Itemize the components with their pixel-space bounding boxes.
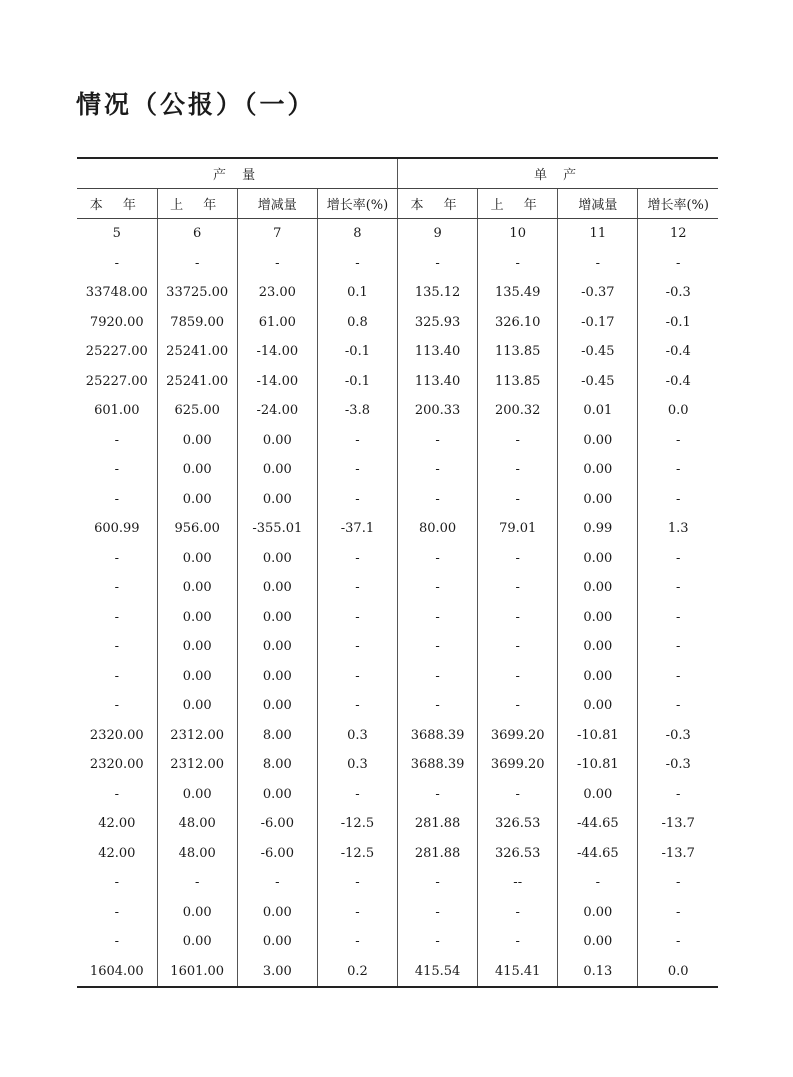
table-cell: - [638, 868, 718, 898]
table-cell: 0.00 [157, 632, 237, 662]
table-cell: 135.49 [478, 278, 558, 308]
table-cell: 0.00 [237, 455, 317, 485]
table-cell: - [478, 603, 558, 633]
table-cell: - [317, 927, 397, 957]
table-cell: 0.00 [237, 485, 317, 515]
table-row [77, 337, 718, 367]
table-cell: 0.2 [317, 957, 397, 988]
table-cell: - [114, 432, 120, 448]
table-cell: - [398, 662, 478, 692]
table-cell: 325.93 [398, 308, 478, 338]
group-header-output: 产 量 [77, 158, 398, 189]
table-cell: 601.00 [94, 403, 140, 419]
table-cell: - [317, 898, 397, 928]
column-header: 增长率(%) [317, 189, 397, 219]
table-cell: - [398, 927, 478, 957]
table-cell: 0.00 [237, 426, 317, 456]
table-row [77, 308, 718, 338]
table-row [77, 750, 718, 780]
column-number: 6 [157, 219, 237, 249]
column-header: 上 年 [157, 189, 237, 219]
table-cell: 2320.00 [89, 727, 144, 743]
table-cell: - [398, 780, 478, 810]
column-number-row [77, 219, 718, 249]
table-cell: 25227.00 [85, 373, 148, 389]
column-header: 上 年 [478, 189, 558, 219]
table-row [77, 957, 718, 988]
table-row [77, 514, 718, 544]
table-cell: 0.00 [237, 898, 317, 928]
table-cell: 0.00 [237, 573, 317, 603]
table-cell: - [638, 632, 718, 662]
table-cell: - [478, 455, 558, 485]
table-cell: 2312.00 [157, 750, 237, 780]
table-cell: 48.00 [157, 839, 237, 869]
table-cell: - [317, 249, 397, 279]
table-cell: 7920.00 [89, 314, 144, 330]
table-row [77, 367, 718, 397]
table-cell: 33748.00 [85, 285, 148, 301]
table-cell: 25227.00 [85, 344, 148, 360]
table-cell: -0.3 [638, 278, 718, 308]
table-row [77, 603, 718, 633]
table-cell: 326.53 [478, 809, 558, 839]
table-cell: - [478, 485, 558, 515]
table-cell: 0.3 [317, 721, 397, 751]
table-cell: 3688.39 [398, 721, 478, 751]
table-cell: 113.85 [478, 367, 558, 397]
table-cell: -10.81 [558, 750, 638, 780]
table-cell: - [317, 455, 397, 485]
table-cell: 113.40 [398, 367, 478, 397]
table-cell: 625.00 [157, 396, 237, 426]
table-cell: -12.5 [317, 839, 397, 869]
column-header: 本 年 [398, 189, 478, 219]
table-cell: - [114, 668, 120, 684]
table-cell: -6.00 [237, 809, 317, 839]
table-cell: 281.88 [398, 839, 478, 869]
table-row [77, 780, 718, 810]
table-cell: - [398, 544, 478, 574]
table-cell: 0.0 [638, 396, 718, 426]
table-cell: - [114, 934, 120, 950]
table-cell: - [398, 632, 478, 662]
table-cell: 0.00 [558, 691, 638, 721]
table-row [77, 691, 718, 721]
table-row [77, 249, 718, 279]
table-cell: 0.01 [558, 396, 638, 426]
table-cell: -14.00 [237, 367, 317, 397]
table-cell: - [638, 426, 718, 456]
table-cell: 0.8 [317, 308, 397, 338]
table-row [77, 898, 718, 928]
group-header-row [77, 158, 718, 189]
table-cell: 0.00 [237, 632, 317, 662]
table-cell: -0.1 [638, 308, 718, 338]
table-cell: -12.5 [317, 809, 397, 839]
column-number: 5 [112, 226, 121, 242]
table-cell: 113.85 [478, 337, 558, 367]
table-cell: -13.7 [638, 809, 718, 839]
table-cell: - [114, 875, 120, 891]
table-cell: 2320.00 [89, 757, 144, 773]
table-cell: - [114, 786, 120, 802]
table-cell: 0.00 [237, 603, 317, 633]
table-cell: 0.00 [558, 455, 638, 485]
table-cell: - [638, 780, 718, 810]
table-cell: 2312.00 [157, 721, 237, 751]
table-cell: 33725.00 [157, 278, 237, 308]
column-header: 增减量 [237, 189, 317, 219]
table-row [77, 927, 718, 957]
table-cell: 3688.39 [398, 750, 478, 780]
table-cell: - [638, 485, 718, 515]
column-number: 11 [558, 219, 638, 249]
table-cell: 0.00 [558, 780, 638, 810]
column-number: 8 [317, 219, 397, 249]
table-cell: 48.00 [157, 809, 237, 839]
table-row [77, 544, 718, 574]
table-cell: - [478, 573, 558, 603]
table-cell: 0.00 [237, 544, 317, 574]
table-cell: -6.00 [237, 839, 317, 869]
table-cell: 0.3 [317, 750, 397, 780]
table-cell: - [638, 249, 718, 279]
table-cell: - [398, 868, 478, 898]
table-cell: - [638, 603, 718, 633]
table-cell: 3699.20 [478, 721, 558, 751]
column-header: 本 年 [77, 189, 157, 219]
table-cell: - [638, 544, 718, 574]
table-cell: 0.00 [157, 485, 237, 515]
table-cell: - [114, 698, 120, 714]
table-cell: - [478, 544, 558, 574]
table-cell: - [317, 691, 397, 721]
table-cell: - [317, 632, 397, 662]
table-row [77, 455, 718, 485]
table-cell: - [157, 249, 237, 279]
table-cell: - [317, 603, 397, 633]
column-number: 7 [237, 219, 317, 249]
table-cell: - [114, 580, 120, 596]
table-cell: 61.00 [237, 308, 317, 338]
table-cell: 25241.00 [157, 337, 237, 367]
table-cell: - [317, 426, 397, 456]
table-cell: - [237, 868, 317, 898]
table-cell: 415.41 [478, 957, 558, 988]
table-cell: 956.00 [157, 514, 237, 544]
table-cell: 281.88 [398, 809, 478, 839]
table-cell: 8.00 [237, 750, 317, 780]
table-cell: - [114, 550, 120, 566]
table-row [77, 485, 718, 515]
table-row [77, 662, 718, 692]
table-cell: - [317, 485, 397, 515]
table-cell: 200.33 [398, 396, 478, 426]
table-row [77, 278, 718, 308]
table-cell: - [398, 249, 478, 279]
column-number: 12 [638, 219, 718, 249]
table-row [77, 396, 718, 426]
table-cell: 3.00 [237, 957, 317, 988]
table-cell: 0.00 [157, 898, 237, 928]
statistics-table [77, 157, 718, 988]
table-cell: - [317, 662, 397, 692]
table-cell: -0.37 [558, 278, 638, 308]
table-cell: 0.99 [558, 514, 638, 544]
table-cell: -14.00 [237, 337, 317, 367]
table-cell: 0.00 [157, 455, 237, 485]
table-cell: - [317, 573, 397, 603]
table-row [77, 632, 718, 662]
table-cell: 0.00 [157, 573, 237, 603]
table-cell: - [317, 780, 397, 810]
table-cell: -0.3 [638, 750, 718, 780]
table-cell: 0.00 [558, 573, 638, 603]
table-cell: 1601.00 [157, 957, 237, 988]
table-cell: - [398, 603, 478, 633]
table-cell: 8.00 [237, 721, 317, 751]
table-cell: -0.17 [558, 308, 638, 338]
table-cell: - [638, 573, 718, 603]
table-cell: - [114, 255, 120, 271]
table-cell: - [478, 662, 558, 692]
table-row [77, 839, 718, 869]
table-cell: 0.00 [157, 927, 237, 957]
table-cell: 7859.00 [157, 308, 237, 338]
table-cell: -37.1 [317, 514, 397, 544]
table-cell: -0.45 [558, 367, 638, 397]
table-cell: -44.65 [558, 839, 638, 869]
table-cell: 80.00 [398, 514, 478, 544]
table-cell: 326.10 [478, 308, 558, 338]
table-row [77, 721, 718, 751]
table-cell: - [114, 609, 120, 625]
table-cell: - [478, 249, 558, 279]
table-cell: - [478, 927, 558, 957]
table-cell: - [638, 898, 718, 928]
table-cell: 0.00 [157, 603, 237, 633]
table-cell: 0.00 [558, 544, 638, 574]
table-cell: 0.1 [317, 278, 397, 308]
table-cell: 79.01 [478, 514, 558, 544]
table-cell: -355.01 [237, 514, 317, 544]
table-cell: - [558, 249, 638, 279]
table-cell: -10.81 [558, 721, 638, 751]
table-cell: 113.40 [398, 337, 478, 367]
table-cell: - [478, 691, 558, 721]
table-cell: 1.3 [638, 514, 718, 544]
table-cell: 0.00 [237, 780, 317, 810]
table-cell: - [638, 927, 718, 957]
table-cell: - [638, 455, 718, 485]
table-cell: 0.00 [157, 544, 237, 574]
table-cell: - [317, 868, 397, 898]
table-cell: - [638, 662, 718, 692]
table-cell: 25241.00 [157, 367, 237, 397]
table-cell: 0.00 [558, 662, 638, 692]
table-cell: - [114, 904, 120, 920]
column-number: 10 [478, 219, 558, 249]
table-cell: - [114, 462, 120, 478]
table-cell: - [398, 455, 478, 485]
table-cell: 1604.00 [77, 957, 157, 988]
table-cell: 326.53 [478, 839, 558, 869]
table-cell: -0.3 [638, 721, 718, 751]
table-cell: 23.00 [237, 278, 317, 308]
table-cell: - [398, 485, 478, 515]
table-row [77, 573, 718, 603]
table-cell: - [638, 691, 718, 721]
table-cell: 0.00 [237, 927, 317, 957]
table-cell: -0.4 [638, 367, 718, 397]
column-header: 增减量 [558, 189, 638, 219]
table-cell: -0.1 [317, 367, 397, 397]
table-cell: - [478, 632, 558, 662]
table-cell: - [478, 426, 558, 456]
table-cell: - [398, 426, 478, 456]
table-cell: - [114, 639, 120, 655]
table-cell: 0.00 [157, 691, 237, 721]
table-cell: 0.00 [157, 426, 237, 456]
table-cell: -0.4 [638, 337, 718, 367]
table-cell: 0.00 [157, 662, 237, 692]
table-cell: 0.00 [558, 485, 638, 515]
table-cell: 0.00 [558, 632, 638, 662]
table-cell: - [114, 491, 120, 507]
table-cell: - [237, 249, 317, 279]
table-cell: 0.00 [157, 780, 237, 810]
table-cell: 3699.20 [478, 750, 558, 780]
table-row [77, 809, 718, 839]
table-cell: 0.00 [558, 927, 638, 957]
column-number: 9 [398, 219, 478, 249]
group-header-yield: 单 产 [398, 158, 719, 189]
table-cell: -24.00 [237, 396, 317, 426]
table-cell: 0.00 [237, 691, 317, 721]
table-cell: 42.00 [98, 845, 136, 861]
table-cell: -13.7 [638, 839, 718, 869]
table-cell: 0.00 [237, 662, 317, 692]
table-cell: 0.13 [558, 957, 638, 988]
table-cell: - [398, 898, 478, 928]
table-cell: - [398, 691, 478, 721]
page-title: 情况（公报）（一） [76, 90, 316, 119]
column-header: 增长率(%) [638, 189, 718, 219]
column-header-row [77, 189, 718, 219]
table-cell: -44.65 [558, 809, 638, 839]
table-cell: - [478, 780, 558, 810]
table-cell: 600.99 [94, 521, 140, 537]
table-cell: - [157, 868, 237, 898]
table-cell: -3.8 [317, 396, 397, 426]
table-cell: -0.1 [317, 337, 397, 367]
table-cell: - [558, 868, 638, 898]
table-cell: 135.12 [398, 278, 478, 308]
table-cell: -- [478, 868, 558, 898]
table-cell: 0.0 [638, 957, 718, 988]
table-cell: 415.54 [398, 957, 478, 988]
table-cell: 0.00 [558, 898, 638, 928]
table-cell: 0.00 [558, 603, 638, 633]
table-cell: -0.45 [558, 337, 638, 367]
table-row [77, 426, 718, 456]
table-cell: 0.00 [558, 426, 638, 456]
table-cell: 42.00 [98, 816, 136, 832]
table-cell: - [478, 898, 558, 928]
table-cell: - [317, 544, 397, 574]
table-cell: 200.32 [478, 396, 558, 426]
table-cell: - [398, 573, 478, 603]
table-row [77, 868, 718, 898]
